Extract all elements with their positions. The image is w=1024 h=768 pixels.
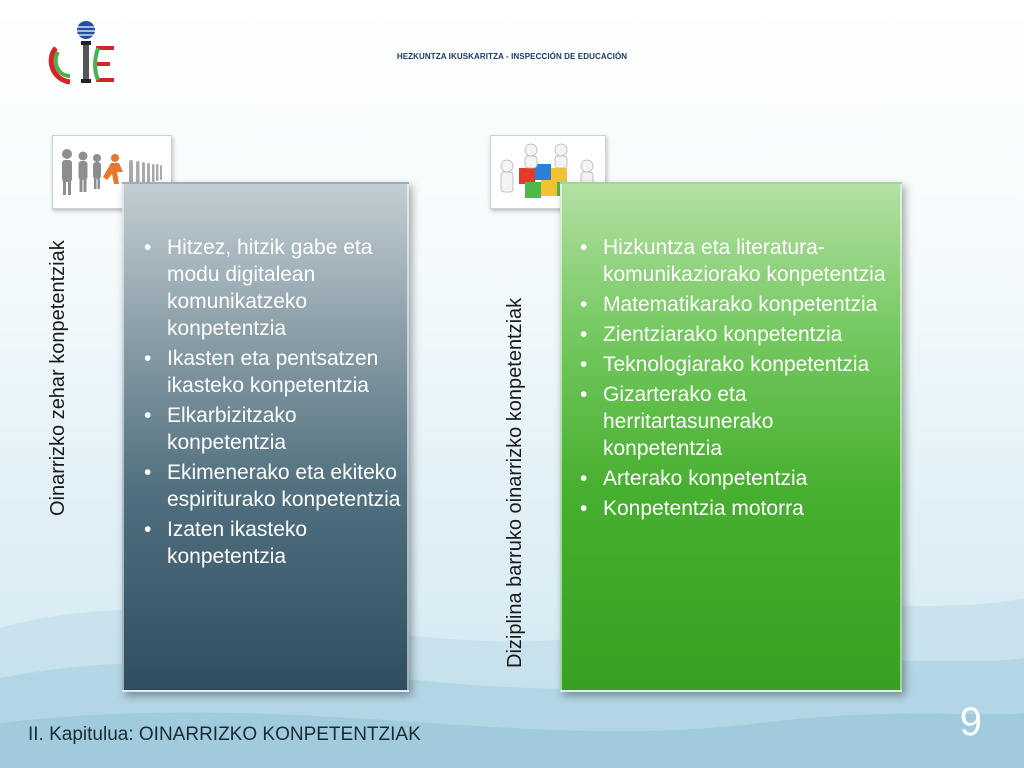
list-item: • Teknologiarako konpetentzia: [578, 351, 898, 378]
transversal-competences-list: [142, 234, 404, 573]
list-item: • Elkarbizitzako konpetentzia: [142, 402, 404, 456]
disciplinary-competences-panel: [560, 182, 902, 692]
list-item: • Konpetentzia motorra: [578, 495, 898, 522]
transversal-competences-label: Oinarrizko zehar konpetentziak: [47, 240, 69, 516]
list-item: • Matematikarako konpetentzia: [578, 291, 898, 318]
list-item: • Hitzez, hitzik gabe eta modu digitalean komunikatzeko konpetentzia: [142, 234, 404, 342]
transversal-competences-panel: [122, 182, 409, 692]
list-item: • Zientziarako konpetentzia: [578, 321, 898, 348]
list-item: • Hizkuntza eta literatura-komunikaziorako konpetentzia: [578, 234, 898, 288]
page-number: 9: [959, 700, 982, 744]
chapter-footer: II. Kapitulua: OINARRIZKO KONPETENTZIAK: [28, 724, 421, 745]
list-item: • Izaten ikasteko konpetentzia: [142, 516, 404, 570]
list-item: • Gizarterako eta herritartasunerako konpetentzia: [578, 381, 898, 462]
list-item: • Arterako konpetentzia: [578, 465, 898, 492]
disciplinary-competences-label: Diziplina barruko oinarrizko konpetentziak: [504, 297, 526, 668]
list-item: • Ikasten eta pentsatzen ikasteko konpetentzia: [142, 345, 404, 399]
list-item: • Ekimenerako eta ekiteko espiriturako konpetentzia: [142, 459, 404, 513]
disciplinary-competences-list: [578, 234, 898, 525]
header-title: HEZKUNTZA IKUSKARITZA - INSPECCIÓN DE EDUCACIÓN: [396, 52, 628, 61]
